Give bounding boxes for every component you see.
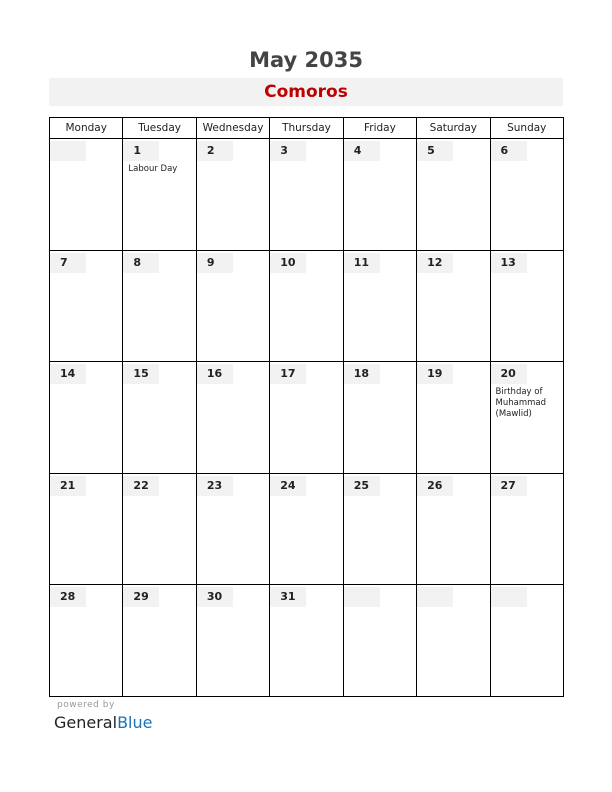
day-cell[interactable] xyxy=(196,585,269,697)
day-cell[interactable] xyxy=(417,362,490,474)
day-cell[interactable] xyxy=(490,585,563,697)
day-number: 31 xyxy=(270,587,306,607)
day-cell[interactable] xyxy=(490,250,563,362)
brand-general: General xyxy=(54,713,118,732)
day-number xyxy=(344,587,380,607)
day-cell[interactable] xyxy=(417,139,490,251)
day-number: 6 xyxy=(491,141,527,161)
day-number: 28 xyxy=(50,587,86,607)
day-cell[interactable] xyxy=(490,473,563,585)
brand-logo[interactable] xyxy=(54,713,152,732)
day-cell[interactable] xyxy=(343,250,416,362)
day-cell[interactable] xyxy=(490,139,563,251)
day-number: 19 xyxy=(417,364,453,384)
day-cell[interactable] xyxy=(123,362,196,474)
day-number: 30 xyxy=(197,587,233,607)
week-row xyxy=(50,473,564,585)
day-number: 25 xyxy=(344,476,380,496)
day-number: 9 xyxy=(197,253,233,273)
day-number: 24 xyxy=(270,476,306,496)
powered-by-text: powered by xyxy=(57,700,115,710)
weekday-header: Monday xyxy=(50,118,123,139)
day-number: 11 xyxy=(344,253,380,273)
day-cell[interactable] xyxy=(417,473,490,585)
day-number: 23 xyxy=(197,476,233,496)
day-number: 1 xyxy=(123,141,159,161)
weekday-header: Friday xyxy=(343,118,416,139)
day-number: 21 xyxy=(50,476,86,496)
day-cell[interactable] xyxy=(50,362,123,474)
day-number xyxy=(417,587,453,607)
day-number: 29 xyxy=(123,587,159,607)
day-number: 27 xyxy=(491,476,527,496)
weekday-header: Wednesday xyxy=(196,118,269,139)
day-cell[interactable] xyxy=(343,139,416,251)
day-cell[interactable] xyxy=(50,250,123,362)
day-number xyxy=(491,587,527,607)
day-number: 10 xyxy=(270,253,306,273)
day-cell[interactable] xyxy=(343,473,416,585)
day-number: 13 xyxy=(491,253,527,273)
day-cell[interactable] xyxy=(270,250,343,362)
country-name: Comoros xyxy=(49,78,563,106)
day-cell[interactable] xyxy=(50,139,123,251)
holiday-label: Labour Day xyxy=(128,164,178,174)
weekday-header: Tuesday xyxy=(123,118,196,139)
day-cell[interactable] xyxy=(270,362,343,474)
calendar-grid xyxy=(49,117,564,697)
weekday-header-row xyxy=(50,118,564,139)
day-cell[interactable] xyxy=(417,250,490,362)
day-number: 15 xyxy=(123,364,159,384)
day-number: 20 xyxy=(491,364,527,384)
weekday-header: Thursday xyxy=(270,118,343,139)
week-row xyxy=(50,139,564,251)
day-cell[interactable] xyxy=(196,473,269,585)
day-number: 8 xyxy=(123,253,159,273)
day-number: 2 xyxy=(197,141,233,161)
day-cell[interactable] xyxy=(50,473,123,585)
day-cell[interactable] xyxy=(196,139,269,251)
day-cell[interactable] xyxy=(50,585,123,697)
day-cell[interactable] xyxy=(196,362,269,474)
day-number: 12 xyxy=(417,253,453,273)
calendar-title: May 2035 xyxy=(249,48,363,72)
day-number: 18 xyxy=(344,364,380,384)
weekday-header: Saturday xyxy=(417,118,490,139)
brand-blue: Blue xyxy=(117,713,153,732)
week-row xyxy=(50,585,564,697)
day-cell[interactable] xyxy=(123,250,196,362)
day-cell[interactable] xyxy=(343,362,416,474)
day-cell[interactable] xyxy=(270,139,343,251)
week-row xyxy=(50,250,564,362)
day-number xyxy=(50,141,86,161)
day-cell[interactable] xyxy=(196,250,269,362)
day-number: 3 xyxy=(270,141,306,161)
day-number: 14 xyxy=(50,364,86,384)
day-cell[interactable] xyxy=(490,362,563,474)
day-number: 16 xyxy=(197,364,233,384)
day-number: 4 xyxy=(344,141,380,161)
day-number: 7 xyxy=(50,253,86,273)
day-cell[interactable] xyxy=(270,473,343,585)
day-number: 22 xyxy=(123,476,159,496)
day-number: 17 xyxy=(270,364,306,384)
day-number: 26 xyxy=(417,476,453,496)
day-number: 5 xyxy=(417,141,453,161)
week-row xyxy=(50,362,564,474)
holiday-label: Birthday of Muhammad (Mawlid) xyxy=(495,387,547,420)
day-cell[interactable] xyxy=(270,585,343,697)
weekday-header: Sunday xyxy=(490,118,563,139)
day-cell[interactable] xyxy=(123,585,196,697)
day-cell[interactable] xyxy=(123,139,196,251)
day-cell[interactable] xyxy=(417,585,490,697)
day-cell[interactable] xyxy=(343,585,416,697)
day-cell[interactable] xyxy=(123,473,196,585)
